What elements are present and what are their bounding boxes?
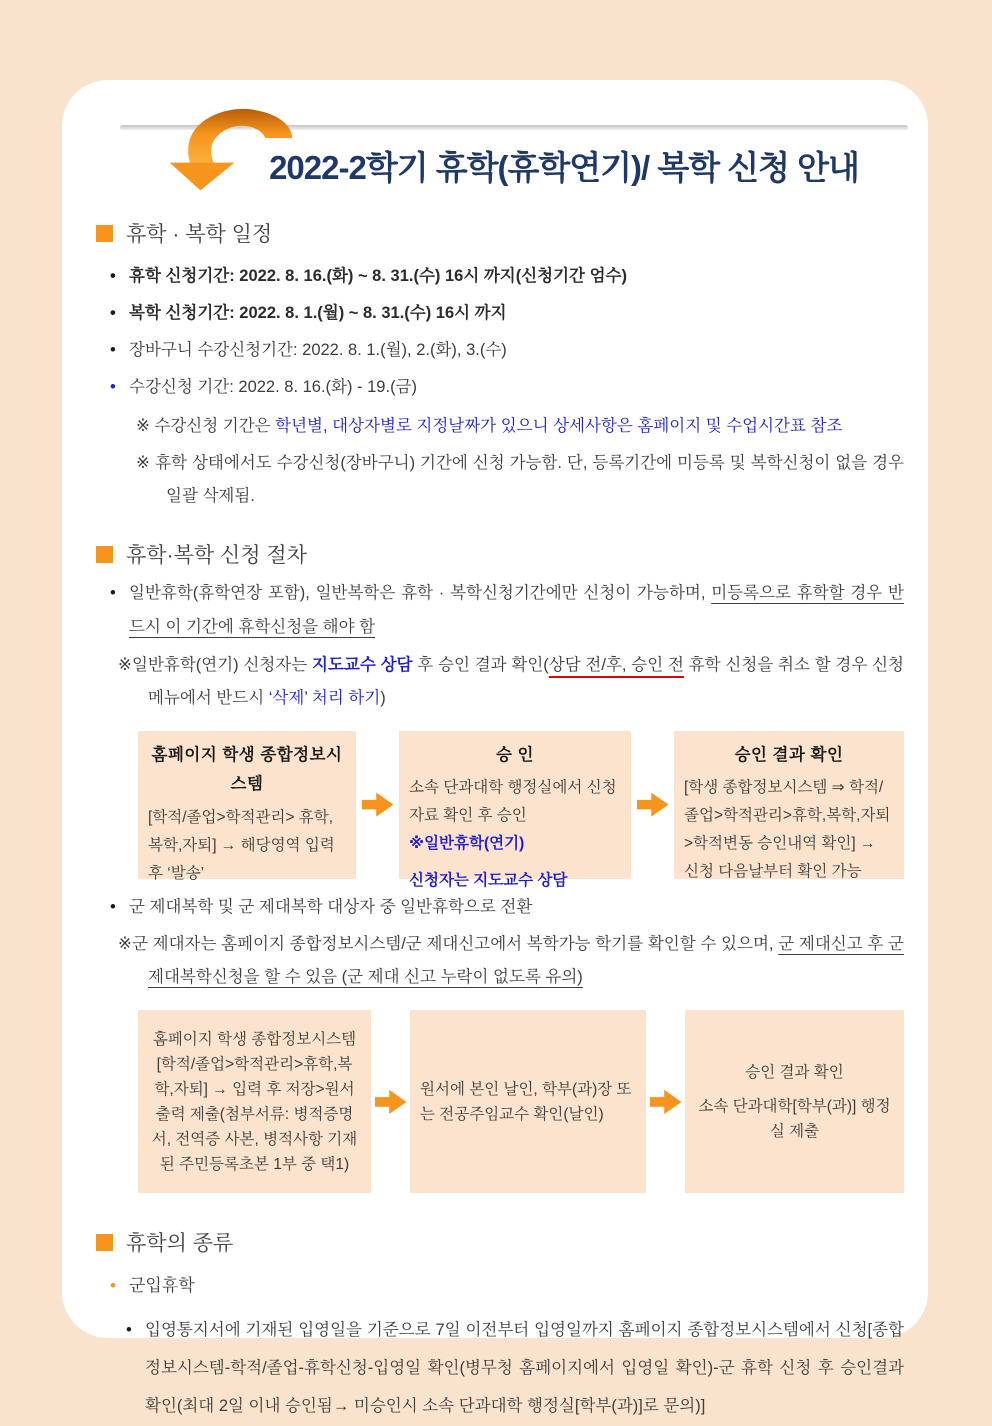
bullet-icon: • [110, 341, 116, 359]
bullet-icon: • [126, 1321, 132, 1340]
flow-box-check-result [674, 731, 904, 879]
text-run: ※군 제대자는 홈페이지 종합정보시스템/군 제대신고에서 복학가능 학기를 확인할 수 있으며, [118, 935, 779, 954]
text-run: 휴학 신청을 취소 할 경우 신청 메뉴에서 반드시 [148, 655, 904, 707]
bullet-icon: • [110, 378, 116, 396]
header [62, 80, 928, 218]
leave-type-military [110, 1269, 904, 1304]
text-run: ) [380, 688, 386, 707]
bullet-icon: • [110, 267, 116, 285]
process-flow-online [138, 731, 904, 889]
bullet-icon: • [110, 584, 116, 602]
general-leave-note: ※일반휴학(연기) [409, 835, 525, 853]
flow-box-title: 홈페이지 학생 종합정보시스템 [151, 745, 343, 794]
text-run: 승인 결과 확인 [745, 1063, 844, 1081]
bullet-icon: • [110, 1276, 116, 1296]
advisor-consult-highlight: 지도교수 상담 [312, 655, 413, 674]
section-header-schedule [96, 218, 904, 248]
underlined-text: 군 제대신고 후 군 제대복학신청을 할 수 있음 (군 제대 신고 누락이 없도록 유의) [148, 935, 904, 987]
text-run: 소속 단과대학 행정실에서 신청 자료 확인 후 승인 [409, 779, 617, 825]
bullet-icon: • [110, 897, 116, 916]
delete-action-highlight: ‘삭제’ 처리 하기 [268, 688, 381, 707]
list-item [110, 295, 904, 332]
list-item [110, 332, 904, 369]
flow-box-body: 홈페이지 학생 종합정보시스템[학적/졸업>학적관리>휴학,복학,자퇴] → 입력 후 저장>원서출력 제출(첨부서류: 병적증명서, 전역증 사본, 병적사항 기재된 주민등록초본 1부 중 택1) [151, 1030, 358, 1174]
notice-card [62, 80, 928, 1416]
text-run: 입영통지서에 기재된 입영일을 기준으로 7일 이전부터 입영일까지 홈페이지 종합정보시스템에서 신청[종합정보시스템-학적/졸업-휴학신청-입영일 확인(병무청 홈페이지에서 입영일 확인)-군 휴학 신청 후 승인결과 확인(최대 2일 이내 승인됨→ 미승인시 소속 단과대학 행정실[학부(과)]로 문의)] [145, 1321, 904, 1416]
note-course-period [136, 410, 904, 443]
list-item-text: 휴학 신청기간: 2022. 8. 16.(화) ~ 8. 31.(수) 16시 까지(신청기간 엄수) [129, 267, 627, 285]
note-text: ※ 수강신청 기간은 [136, 417, 276, 435]
section-title: 휴학 · 복학 일정 [126, 223, 273, 246]
flow-box-body [409, 774, 621, 895]
underlined-text: 미등록으로 휴학할 경우 반드시 이 기간에 휴학신청을 해야 함 [129, 584, 904, 636]
flow-box-print-submit [138, 1010, 371, 1193]
flow-box-title: 승인 결과 확인 [734, 745, 844, 764]
schedule-list [110, 258, 904, 406]
list-item-text: 수강신청 기간: 2022. 8. 16.(화) - 19.(금) [129, 378, 418, 396]
page-title: 2022-2학기 휴학(휴학연기)/ 복학 신청 안내 [269, 149, 859, 186]
flow-box-approve [399, 731, 631, 889]
military-leave-detail [126, 1312, 904, 1426]
text-run: 군 제대복학 및 군 제대복학 대상자 중 일반휴학으로 전환 [129, 897, 533, 916]
text-run: 일반휴학(휴학연장 포함), 일반복학은 휴학 · 복학신청기간에만 신청이 가능하며, [129, 584, 712, 602]
bullet-icon: • [110, 304, 116, 322]
flow-box-submit-office [685, 1010, 904, 1193]
arrow-right-icon [362, 791, 394, 819]
list-item-text: 복학 신청기간: 2022. 8. 1.(월) ~ 8. 31.(수) 16시 까지 [129, 304, 507, 322]
section-title: 휴학의 종류 [126, 1232, 234, 1256]
text-run: ※일반휴학(연기) 신청자는 [118, 655, 313, 674]
section-marker-icon [96, 1234, 113, 1251]
flow-box-body: 원서에 본인 날인, 학부(과)장 또는 전공주임교수 확인(날인) [420, 1080, 632, 1123]
flow-box-body: [학생 종합정보시스템 ⇒ 학적/졸업>학적관리>휴학,복학,자퇴>학적변동 승인내역 확인] → 신청 다음날부터 확인 가능 [684, 779, 891, 880]
procedure-note-2 [118, 928, 904, 994]
section-title: 휴학·복학 신청 절차 [126, 544, 307, 567]
list-item [110, 258, 904, 295]
arrow-right-icon [650, 1088, 682, 1116]
red-underlined-text: 상담 전/후, 승인 전 [548, 655, 684, 674]
text-run: 후 승인 결과 확인( [412, 655, 549, 674]
text-run: 군입휴학 [129, 1276, 195, 1296]
procedure-bullet-2 [110, 891, 904, 925]
advisor-consult-note: 신청자는 지도교수 상담 [409, 871, 568, 889]
procedure-bullet-1 [110, 577, 904, 645]
flow-box-body: [학적/졸업>학적관리> 휴학,복학,자퇴] → 해당영역 입력 후 ‘발송’ [148, 809, 335, 882]
note-leave-state [136, 447, 904, 513]
section-marker-icon [96, 225, 113, 242]
section-marker-icon [96, 546, 113, 563]
process-flow-military [138, 1010, 904, 1193]
section-header-procedure [96, 539, 904, 569]
content [62, 218, 928, 1426]
flow-box-title: 승 인 [496, 745, 534, 764]
flow-box-stamp [410, 1010, 646, 1193]
list-item [110, 369, 904, 406]
section-header-leave-types [96, 1227, 904, 1257]
flow-box-apply [138, 731, 356, 882]
note-highlight: 학년별, 대상자별로 지정날짜가 있으니 상세사항은 홈페이지 및 수업시간표 참조 [275, 417, 843, 435]
flow-box-body [695, 1060, 894, 1144]
arrow-right-icon [375, 1088, 407, 1116]
procedure-note-1 [118, 649, 904, 715]
note-text: ※ 휴학 상태에서도 수강신청(장바구니) 기간에 신청 가능함. 단, 등록기간에 미등록 및 복학신청이 없을 경우 일괄 삭제됨. [136, 454, 905, 505]
arrow-right-icon [637, 791, 669, 819]
list-item-text: 장바구니 수강신청기간: 2022. 8. 1.(월), 2.(화), 3.(수) [129, 341, 507, 359]
text-run: 소속 단과대학[학부(과)] 행정실 제출 [698, 1097, 891, 1140]
